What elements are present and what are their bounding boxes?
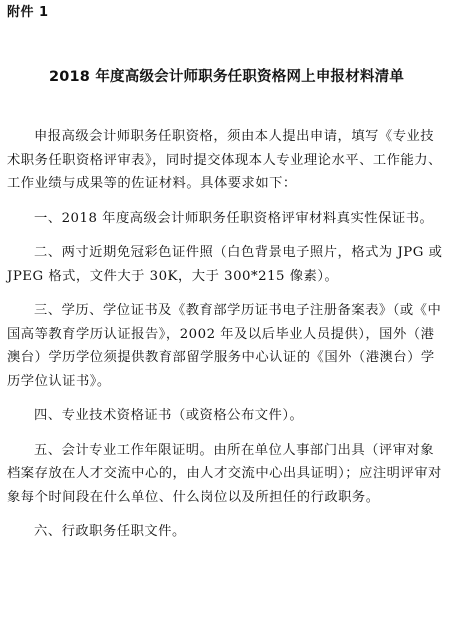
item-5-paragraph: 五、会计专业工作年限证明。由所在单位人事部门出具（评审对象档案存放在人才交流中心的，由人才交流中心出具证明）；应注明评审对象每个时间段在什么单位、什么岗位以及所担任的行政职务。 [7, 442, 442, 505]
item-2-paragraph: 二、两寸近期免冠彩色证件照（白色背景电子照片，格式为 JPG 或 JPEG 格式，文件大于 30K，大于 300*215 像素）。 [7, 245, 443, 284]
item-4-paragraph: 四、专业技术资格证书（或资格公布文件）。 [34, 408, 304, 423]
intro-paragraph: 申报高级会计师职务任职资格，须由本人提出申请，填写《专业技术职务任职资格评审表》，同时提交体现本人专业理论水平、工作能力、工作业绩与成果等的佐证材料。具体要求如下： [7, 129, 442, 191]
item-3-paragraph: 三、学历、学位证书及《教育部学历证书电子注册备案表》（或《中国高等教育学历认证报告》，2002 年及以后毕业人员提供），国外（港澳台）学历学位须提供教育部留学服务中心认证的《国外（港澳台）学历学位认证书》。 [7, 303, 442, 389]
item-1-paragraph: 一、2018 年度高级会计师职务任职资格评审材料真实性保证书。 [34, 210, 434, 226]
document-title: 2018 年度高级会计师职务任职资格网上申报材料清单 [48, 69, 405, 85]
attachment-label: 附件 1 [7, 5, 49, 20]
document-body [7, 125, 447, 555]
item-6-paragraph: 六、行政职务任职文件。 [34, 524, 186, 539]
